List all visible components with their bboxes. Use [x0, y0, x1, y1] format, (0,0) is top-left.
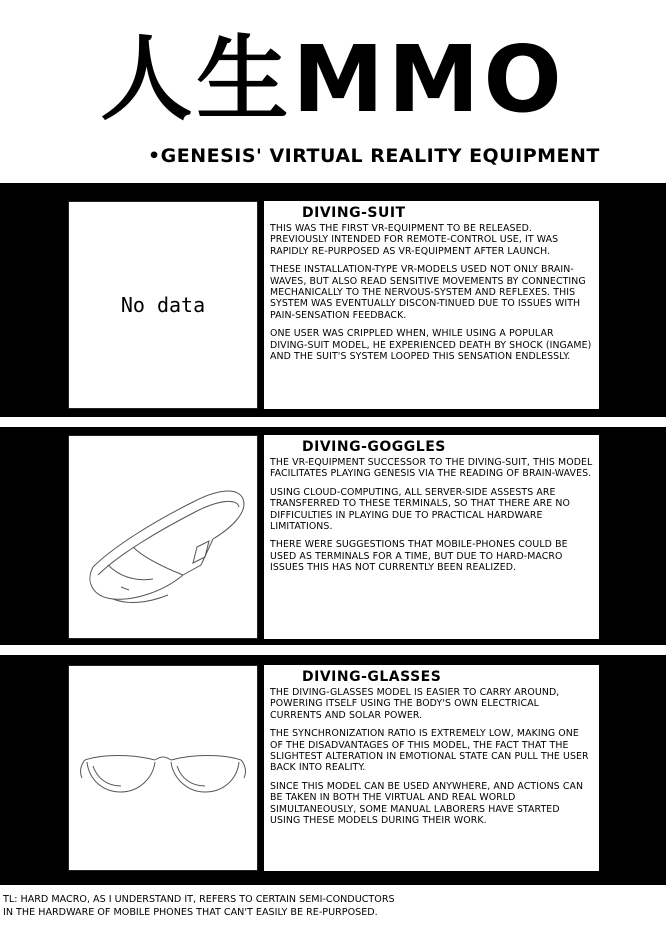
paragraph: ONE USER WAS CRIPPLED WHEN, WHILE USING A POPULAR DIVING-SUIT MODEL, HE EXPERIENCED DEATH BY SHOCK (INGAME) AND THE SUIT'S SYSTEM LOOPED THIS SENSATION ENDLESSLY. — [270, 328, 592, 363]
paragraph: THESE INSTALLATION-TYPE VR-MODELS USED NOT ONLY BRAIN-WAVES, BUT ALSO READ SENSITIVE MOVEMENTS BY CONNECTING MECHANICALLY TO THE NERVOUS-SYSTEM AND REFLEXES. THIS SYSTEM WAS EVENTUALLY DISCON-TINUED DUE TO ISSUES WITH PAIN-SENSATION FEEDBACK. — [270, 264, 586, 321]
footnote-line: TL: HARD MACRO, AS I UNDERSTAND IT, REFERS TO CERTAIN SEMI-CONDUCTORS — [3, 894, 395, 905]
paragraph: THE SYNCHRONIZATION RATIO IS EXTREMELY LOW, MAKING ONE OF THE DISADVANTAGES OF THIS MODEL, THE FACT THAT THE SLIGHTEST ALTERATION IN EMOTIONAL STATE CAN PULL THE USER BACK INTO REALITY. — [270, 728, 589, 774]
section-diving-goggles — [0, 427, 666, 645]
diving-suit-image-placeholder — [68, 201, 258, 409]
diving-goggles-description — [264, 435, 599, 639]
paragraph: THE DIVING-GLASSES MODEL IS EASIER TO CARRY AROUND, POWERING ITSELF USING THE BODY'S OWN ELECTRICAL CURRENTS AND SOLAR POWER. — [270, 687, 560, 721]
diving-goggles-image — [68, 435, 258, 639]
section-diving-glasses — [0, 655, 666, 885]
section-heading: DIVING-GOGGLES — [302, 439, 446, 455]
section-heading: DIVING-SUIT — [302, 205, 406, 221]
paragraph: THERE WERE SUGGESTIONS THAT MOBILE-PHONES COULD BE USED AS TERMINALS FOR A TIME, BUT DUE TO HARD-MACRO ISSUES THIS HAS NOT CURRENTLY BEEN REALIZED. — [270, 539, 568, 574]
section-diving-suit — [0, 183, 666, 417]
glasses-illustration-icon — [73, 708, 253, 828]
footnote-line: IN THE HARDWARE OF MOBILE PHONES THAT CAN'T EASILY BE RE-PURPOSED. — [3, 907, 378, 918]
goggles-illustration-icon — [73, 447, 253, 627]
diving-glasses-description — [264, 665, 599, 871]
paragraph: USING CLOUD-COMPUTING, ALL SERVER-SIDE ASSESTS ARE TRANSFERRED TO THESE TERMINALS, SO THAT THERE ARE NO DIFFICULTIES IN PLAYING DUE TO PRACTICAL HARDWARE LIMITATIONS. — [270, 486, 570, 533]
diving-suit-description — [264, 201, 599, 409]
page-title: 人生MMO — [100, 26, 566, 133]
section-heading: DIVING-GLASSES — [302, 669, 442, 685]
paragraph: THE VR-EQUIPMENT SUCCESSOR TO THE DIVING-SUIT, THIS MODEL FACILITATES PLAYING GENESIS VIA THE READING OF BRAIN-WAVES. — [270, 457, 593, 480]
no-data-label: No data — [120, 293, 206, 317]
translator-footnote — [3, 893, 663, 919]
page-subtitle: •GENESIS' VIRTUAL REALITY EQUIPMENT — [148, 145, 600, 167]
paragraph: THIS WAS THE FIRST VR-EQUIPMENT TO BE RELEASED. PREVIOUSLY INTENDED FOR REMOTE-CONTROL USE, IT WAS RAPIDLY RE-PURPOSED AS VR-EQUIPMENT AFTER LAUNCH. — [270, 223, 559, 257]
paragraph: SINCE THIS MODEL CAN BE USED ANYWHERE, AND ACTIONS CAN BE TAKEN IN BOTH THE VIRTUAL AND REAL WORLD SIMULTANEOUSLY, SOME MANUAL LABORERS HAVE STARTED USING THESE MODELS DURING THEIR WORK. — [270, 780, 584, 827]
diving-glasses-image — [68, 665, 258, 871]
